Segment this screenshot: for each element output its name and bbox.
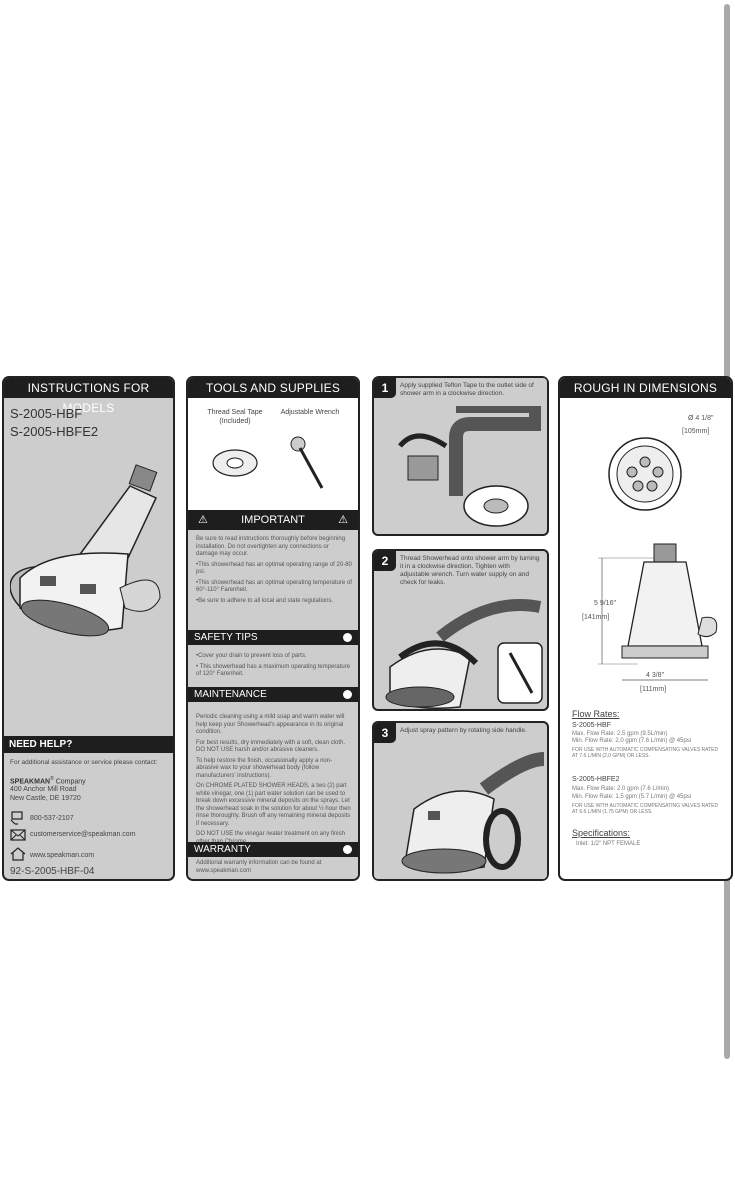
maintenance-bar xyxy=(188,687,358,702)
important-text xyxy=(196,536,352,608)
maintenance-line: For best results, dry immediately with a soft, clean cloth. DO NOT USE harsh and/or abrasive cleaners. xyxy=(196,739,346,753)
phone-number: 800-537-2107 xyxy=(30,815,74,822)
email-address: customerservice@speakman.com xyxy=(30,831,136,838)
need-help-bar: NEED HELP? xyxy=(4,736,173,753)
warning-icon: ⚠ xyxy=(338,514,348,526)
instructions-header: INSTRUCTIONS FOR MODELS xyxy=(4,378,173,398)
side-view-diagram xyxy=(598,540,718,690)
important-bar xyxy=(188,510,358,530)
website: www.speakman.com xyxy=(30,852,95,859)
step-card xyxy=(372,721,549,881)
model-name: S-2005-HBFE2 xyxy=(10,424,99,439)
flow-model-name: S-2005-HBF xyxy=(572,722,611,729)
safety-tips-bar xyxy=(188,630,358,645)
teflon-tape-illustration xyxy=(386,406,541,531)
email-icon xyxy=(10,829,26,841)
rough-in-panel xyxy=(558,376,733,881)
wrench-label: Adjustable Wrench xyxy=(280,409,340,416)
rough-in-header: ROUGH IN DIMENSIONS xyxy=(560,378,731,398)
step-number: 3 xyxy=(374,723,396,743)
help-text: For additional assistance or service please contact: xyxy=(10,759,158,766)
flow-rates-title: Flow Rates: xyxy=(572,709,620,719)
maintenance-area xyxy=(188,702,358,842)
flow-line: Max. Flow Rate: 2.0 gpm (7.6 L/min) xyxy=(572,786,670,792)
tape-label: Thread Seal Tape (Included) xyxy=(207,409,263,425)
important-line: •Be sure to adhere to all local and state regulations. xyxy=(196,597,334,604)
flow-note: FOR USE WITH AUTOMATIC COMPENSATING VALVES RATED AT 7.6 L/MIN (2.0 GPM) OR LESS. xyxy=(572,747,719,759)
address-line: New Castle, DE 19720 xyxy=(10,795,81,802)
step-number: 2 xyxy=(374,551,396,571)
bullet-icon xyxy=(343,633,352,642)
dim-width: 4 3/8" xyxy=(646,672,665,679)
important-line: •This showerhead has an optimal operating range of 20-80 psi. xyxy=(196,561,352,575)
brand-suffix: Company xyxy=(55,778,86,786)
bullet-icon xyxy=(343,690,352,699)
important-area xyxy=(188,530,358,630)
safety-line: •Cover your drain to prevent loss of parts. xyxy=(196,653,307,659)
spray-adjust-illustration xyxy=(384,749,544,879)
important-line: •This showerhead has an optimal operating temperature of 60°-110° Farenheit. xyxy=(196,579,352,593)
warranty-bar xyxy=(188,842,358,857)
warning-icon: ⚠ xyxy=(198,514,208,526)
tape-roll-icon xyxy=(210,446,260,480)
flow-line: Min. Flow Rate: 1.5 gpm (5.7 L/min) @ 45psi xyxy=(572,794,692,800)
step-number: 1 xyxy=(374,378,396,398)
safety-area xyxy=(188,645,358,687)
specifications-text: Inlet: 1/2" NPT FEMALE xyxy=(576,841,641,847)
phone-icon xyxy=(10,811,26,825)
model-name: S-2005-HBF xyxy=(10,406,83,421)
warranty-area xyxy=(188,857,358,881)
important-title: IMPORTANT xyxy=(241,514,305,526)
flow-line: Max. Flow Rate: 2.5 gpm (9.5L/min) xyxy=(572,731,668,737)
safety-title: SAFETY TIPS xyxy=(194,632,258,643)
instructions-panel xyxy=(2,376,175,881)
tools-panel xyxy=(186,376,360,881)
maintenance-text xyxy=(196,714,352,849)
tools-area xyxy=(188,398,358,510)
warranty-text: Additional warranty information can be found at www.speakman.com xyxy=(196,860,322,874)
dim-height: 5 9/16" xyxy=(594,600,616,607)
dim-height-mm: [141mm] xyxy=(582,614,610,621)
bullet-icon xyxy=(343,845,352,854)
safety-line: • This showerhead has a maximum operating temperature of 120° Farenheit. xyxy=(196,663,351,677)
address-line: 400 Anchor Mill Road xyxy=(10,786,77,793)
tools-header: TOOLS AND SUPPLIES xyxy=(188,378,358,398)
step-card xyxy=(372,376,549,536)
home-icon xyxy=(10,847,26,861)
showerhead-illustration xyxy=(10,458,170,638)
maintenance-title: MAINTENANCE xyxy=(194,689,267,700)
maintenance-line: To help restore the finish, occasionally apply a non-abrasive wax to your showerhead body (follow manufacturers' instructions). xyxy=(196,757,333,779)
threading-illustration xyxy=(380,587,545,709)
specifications-title: Specifications: xyxy=(572,828,631,838)
safety-text xyxy=(196,653,352,682)
warranty-title: WARRANTY xyxy=(194,844,251,855)
dim-diameter-mm: [105mm] xyxy=(682,428,710,435)
wrench-icon xyxy=(288,434,328,494)
step-card xyxy=(372,549,549,711)
step-text: Thread Showerhead onto shower arm by turning it in a clockwise direction. Tighten with adjustable wrench. Turn water supply on and check for leaks. xyxy=(400,555,540,586)
step-text: Adjust spray pattern by rotating side handle. xyxy=(400,727,527,734)
dim-diameter: Ø 4 1/8" xyxy=(688,415,714,422)
top-view-diagram xyxy=(600,414,690,514)
steps-panel xyxy=(372,376,549,881)
brand-name: SPEAKMAN xyxy=(10,778,51,786)
flow-note: FOR USE WITH AUTOMATIC COMPENSATING VALVES RATED AT 6.6 L/MIN (1.75 GPM) OR LESS. xyxy=(572,803,719,815)
dim-width-mm: [111mm] xyxy=(640,686,667,693)
step-text: Apply supplied Teflon Tape to the outlet side of shower arm in a clockwise direction. xyxy=(400,382,534,397)
company-block: SPEAKMAN® Company xyxy=(10,776,86,786)
important-line: Be sure to read instructions thoroughly before beginning installation. Do not overtighten any connections or damage may occur. xyxy=(196,536,346,557)
flow-model-name: S-2005-HBFE2 xyxy=(572,776,620,783)
maintenance-line: Periodic cleaning using a mild soap and warm water will help keep your Showerhead's appearance in its original condition. xyxy=(196,714,345,735)
document-code: 92-S-2005-HBF-04 xyxy=(10,866,95,877)
flow-line: Min. Flow Rate: 2.0 gpm (7.6 L/min) @ 45psi xyxy=(572,738,692,744)
maintenance-line: DO NOT USE the vinegar /water treatment on any finish xyxy=(196,831,345,837)
maintenance-line: On CHROME PLATED SHOWER HEADS, a two (2) part white vinegar, one (1) part water solution can be used to break down excessive mineral deposits on the sprays. Let the showerhead soak in the solution for about ½ hour then rinse thoroughly. Brush off any remaining mineral deposits if necessary. xyxy=(196,783,351,827)
